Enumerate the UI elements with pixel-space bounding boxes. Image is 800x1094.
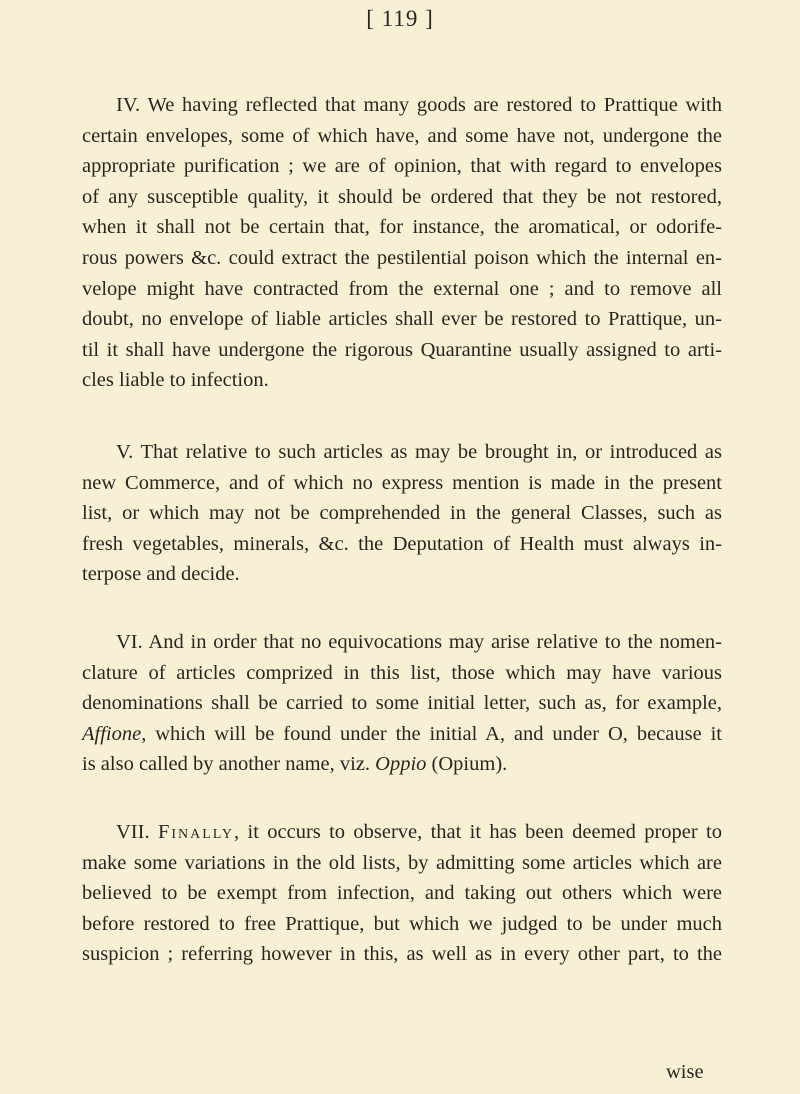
text-line: V. That relative to such articles as may be brought in, or introduced as [116, 441, 722, 463]
small-caps-word: Finally [157, 821, 235, 843]
text-line: when it shall not be certain that, for instance, the aromatical, or odorife- [82, 216, 722, 239]
text-line: rous powers &c. could extract the pestilential poison which the internal en- [82, 246, 722, 269]
text-line: certain envelopes, some of which have, and some have not, undergone the [82, 124, 722, 147]
text-run: , which will be found under the initial A, and under O, because it [141, 722, 722, 745]
text-line: new Commerce, and of which no express mention is made in the present [82, 471, 722, 494]
text-line [82, 749, 722, 780]
paragraph-v [82, 437, 722, 590]
italic-term: Oppio [375, 753, 427, 776]
text-line: of any susceptible quality, it should be ordered that they be not restored, [82, 185, 722, 208]
text-line [82, 817, 722, 848]
page-number: [ 119 ] [366, 6, 434, 31]
text-line: IV. We having reflected that many goods are restored to Prattique with [116, 94, 722, 116]
paragraph-vii [82, 817, 722, 970]
text-line: suspicion ; referring however in this, as well as in every other part, to the [82, 943, 722, 966]
paragraph-vi [82, 627, 722, 780]
text-run: VII. [116, 821, 158, 843]
text-line: terpose and decide. [82, 563, 240, 586]
text-line: fresh vegetables, minerals, &c. the Deputation of Health must always in- [82, 532, 722, 555]
text-line: believed to be exempt from infection, and taking out others which were [82, 882, 722, 905]
catchword: wise [666, 1061, 704, 1083]
text-line: velope might have contracted from the external one ; and to remove all [82, 277, 722, 300]
text-line: VI. And in order that no equivocations may arise relative to the nomen- [116, 631, 722, 653]
text-line [82, 719, 722, 750]
text-run: , it occurs to observe, that it has been deemed proper to [234, 821, 723, 843]
text-run: is also called by another name, viz. [82, 753, 376, 776]
text-line: appropriate purification ; we are of opinion, that with regard to envelopes [82, 155, 722, 178]
text-line: doubt, no envelope of liable articles shall ever be restored to Prattique, un- [82, 308, 722, 331]
text-run: (Opium). [426, 753, 508, 776]
text-line: clature of articles comprized in this list, those which may have various [82, 661, 722, 684]
text-line: make some variations in the old lists, by admitting some articles which are [82, 851, 722, 874]
italic-term: Affione [82, 722, 142, 745]
text-line: til it shall have undergone the rigorous Quarantine usually assigned to arti- [82, 338, 722, 361]
text-line: cles liable to infection. [82, 369, 269, 392]
text-line: list, or which may not be comprehended in the general Classes, such as [82, 502, 722, 525]
text-line: denominations shall be carried to some initial letter, such as, for example, [82, 692, 722, 715]
text-line: before restored to free Prattique, but which we judged to be under much [82, 912, 722, 935]
paragraph-iv [82, 90, 722, 396]
